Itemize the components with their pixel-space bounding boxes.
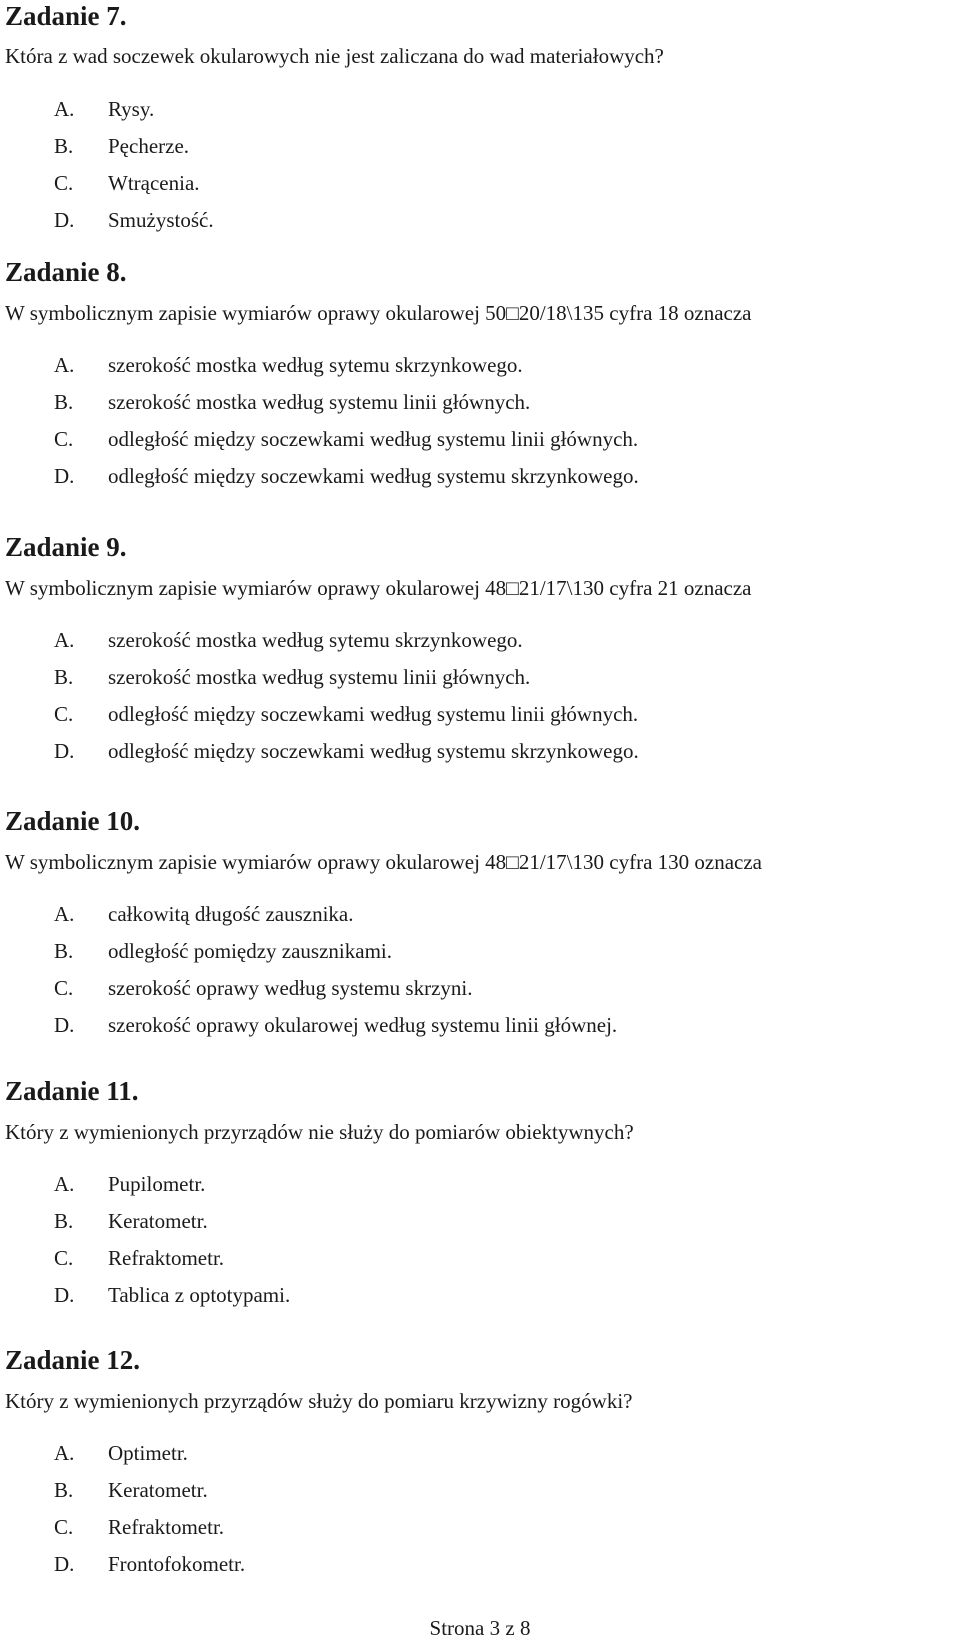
option-letter: A. <box>54 902 75 926</box>
task-8-question: W symbolicznym zapisie wymiarów oprawy okularowej 50□20/18\135 cyfra 18 oznacza <box>5 301 752 325</box>
task-12-option-b[interactable] <box>54 1472 245 1509</box>
task-11-question: Który z wymienionych przyrządów nie służy do pomiarów obiektywnych? <box>5 1120 634 1144</box>
task-9-options <box>54 622 639 770</box>
option-letter: D. <box>54 1552 75 1576</box>
option-letter: B. <box>54 1478 74 1502</box>
task-7-option-a[interactable] <box>54 91 214 128</box>
option-letter: D. <box>54 1013 75 1037</box>
task-7-options <box>54 91 214 239</box>
option-letter: A. <box>54 97 75 121</box>
task-11-option-b[interactable] <box>54 1203 290 1240</box>
task-9-question: W symbolicznym zapisie wymiarów oprawy okularowej 48□21/17\130 cyfra 21 oznacza <box>5 576 752 600</box>
task-10-option-a[interactable] <box>54 896 617 933</box>
option-letter: C. <box>54 171 74 195</box>
option-letter: C. <box>54 427 74 451</box>
option-letter: C. <box>54 1515 74 1539</box>
task-9-option-d[interactable] <box>54 733 639 770</box>
option-text: Keratometr. <box>108 1478 208 1502</box>
option-letter: C. <box>54 702 74 726</box>
option-letter: B. <box>54 939 74 963</box>
task-10-option-c[interactable] <box>54 970 617 1007</box>
task-8-option-a[interactable] <box>54 347 639 384</box>
option-text: odległość między soczewkami według systemu skrzynkowego. <box>108 464 639 488</box>
task-12-question: Który z wymienionych przyrządów służy do pomiaru krzywizny rogówki? <box>5 1389 633 1413</box>
task-7-option-d[interactable] <box>54 202 214 239</box>
task-7-option-b[interactable] <box>54 128 214 165</box>
task-7-option-c[interactable] <box>54 165 214 202</box>
option-letter: A. <box>54 353 75 377</box>
task-8-option-d[interactable] <box>54 458 639 495</box>
option-letter: A. <box>54 1441 75 1465</box>
option-letter: B. <box>54 390 74 414</box>
task-9-title: Zadanie 9. <box>5 532 127 562</box>
option-text: Pupilometr. <box>108 1172 206 1196</box>
option-text: odległość między soczewkami według systemu linii głównych. <box>108 702 639 726</box>
option-text: szerokość mostka według sytemu skrzynkowego. <box>108 628 523 652</box>
option-text: odległość pomiędzy zausznikami. <box>108 939 393 963</box>
task-10-option-b[interactable] <box>54 933 617 970</box>
task-12-options <box>54 1435 245 1583</box>
task-12-option-c[interactable] <box>54 1509 245 1546</box>
task-11-title: Zadanie 11. <box>5 1076 139 1106</box>
task-10-question: W symbolicznym zapisie wymiarów oprawy okularowej 48□21/17\130 cyfra 130 oznacza <box>5 850 762 874</box>
option-text: Smużystość. <box>108 208 214 232</box>
option-text: odległość między soczewkami według systemu linii głównych. <box>108 427 639 451</box>
task-10-title: Zadanie 10. <box>5 806 141 836</box>
option-letter: B. <box>54 1209 74 1233</box>
option-letter: D. <box>54 739 75 763</box>
task-8-title: Zadanie 8. <box>5 257 127 287</box>
option-letter: D. <box>54 464 75 488</box>
option-text: Keratometr. <box>108 1209 208 1233</box>
option-text: szerokość oprawy według systemu skrzyni. <box>108 976 473 1000</box>
task-7-question: Która z wad soczewek okularowych nie jest zaliczana do wad materiałowych? <box>5 44 664 68</box>
option-text: Frontofokometr. <box>108 1552 246 1576</box>
option-text: szerokość oprawy okularowej według systemu linii głównej. <box>108 1013 618 1037</box>
task-9-option-c[interactable] <box>54 696 639 733</box>
option-text: Refraktometr. <box>108 1515 225 1539</box>
task-9-option-a[interactable] <box>54 622 639 659</box>
option-letter: B. <box>54 665 74 689</box>
option-text: odległość między soczewkami według systemu skrzynkowego. <box>108 739 639 763</box>
task-9-option-b[interactable] <box>54 659 639 696</box>
option-letter: C. <box>54 1246 74 1270</box>
option-letter: D. <box>54 208 75 232</box>
task-12-option-a[interactable] <box>54 1435 245 1472</box>
option-letter: D. <box>54 1283 75 1307</box>
task-11-options <box>54 1166 290 1314</box>
option-letter: C. <box>54 976 74 1000</box>
task-11-option-a[interactable] <box>54 1166 290 1203</box>
option-text: szerokość mostka według systemu linii głównych. <box>108 665 531 689</box>
option-text: Refraktometr. <box>108 1246 225 1270</box>
option-text: Pęcherze. <box>108 134 190 158</box>
option-text: całkowitą długość zausznika. <box>108 902 354 926</box>
task-12-option-d[interactable] <box>54 1546 245 1583</box>
option-text: Wtrącenia. <box>108 171 200 195</box>
option-text: szerokość mostka według systemu linii głównych. <box>108 390 531 414</box>
option-letter: B. <box>54 134 74 158</box>
task-8-options <box>54 347 639 495</box>
task-10-option-d[interactable] <box>54 1007 617 1044</box>
task-11-option-c[interactable] <box>54 1240 290 1277</box>
option-text: Rysy. <box>108 97 155 121</box>
option-letter: A. <box>54 1172 75 1196</box>
option-text: Tablica z optotypami. <box>108 1283 291 1307</box>
task-10-options <box>54 896 617 1044</box>
option-letter: A. <box>54 628 75 652</box>
task-11-option-d[interactable] <box>54 1277 290 1314</box>
task-8-option-b[interactable] <box>54 384 639 421</box>
option-text: Optimetr. <box>108 1441 188 1465</box>
page-number: Strona 3 z 8 <box>429 1616 531 1640</box>
task-7-title: Zadanie 7. <box>5 1 127 31</box>
option-text: szerokość mostka według sytemu skrzynkowego. <box>108 353 523 377</box>
task-12-title: Zadanie 12. <box>5 1345 141 1375</box>
task-8-option-c[interactable] <box>54 421 639 458</box>
